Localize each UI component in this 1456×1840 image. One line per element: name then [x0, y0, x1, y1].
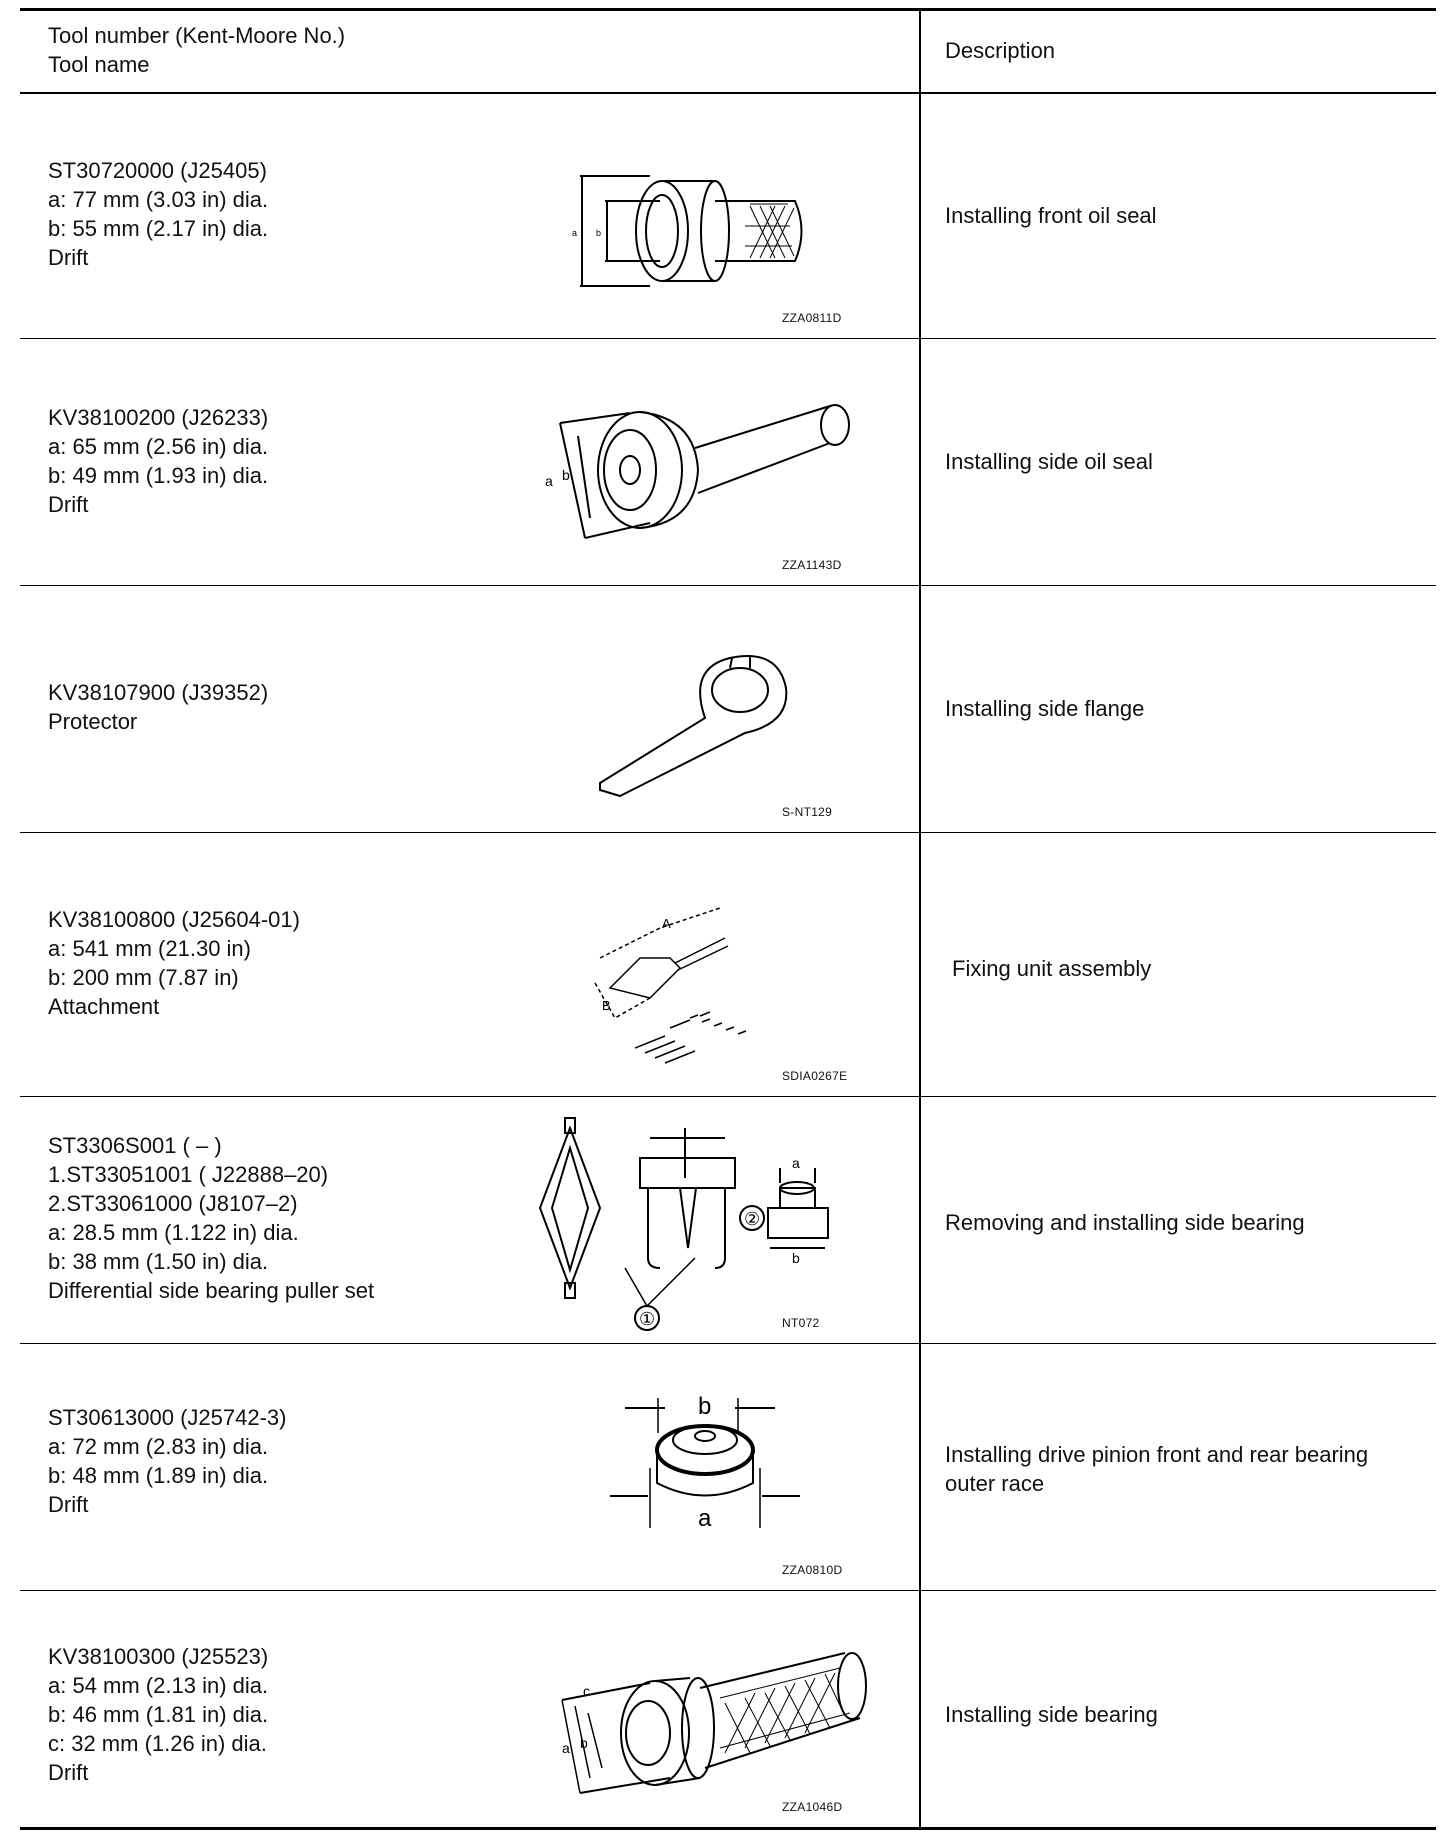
tool-name: Drift [48, 245, 89, 270]
dimension-label-a: a [698, 1505, 712, 1532]
tool-description: Installing drive pinion front and rear bearing outer race [945, 1442, 1369, 1496]
tool-spec: 1.ST33051001 ( J22888–20) [48, 1162, 329, 1187]
tool-spec: a: 54 mm (2.13 in) dia. [48, 1673, 269, 1698]
dimension-label-b: b [562, 467, 570, 483]
puller-set-illustration [520, 1108, 900, 1338]
tool-spec: a: 77 mm (3.03 in) dia. [48, 187, 269, 212]
tool-info [48, 1131, 374, 1305]
header-description: Description [945, 38, 1056, 63]
tool-name: Drift [48, 1492, 89, 1517]
row-divider [20, 1590, 1436, 1591]
tool-name: Drift [48, 1760, 89, 1785]
tool-spec: b: 200 mm (7.87 in) [48, 965, 239, 990]
tool-spec: c: 32 mm (1.26 in) dia. [48, 1731, 267, 1756]
drift-illustration [610, 1378, 850, 1548]
tool-number: KV38100300 (J25523) [48, 1644, 269, 1669]
figure-code: ZZA0810D [782, 1563, 843, 1577]
tool-spec: b: 48 mm (1.89 in) dia. [48, 1463, 269, 1488]
tool-spec: b: 49 mm (1.93 in) dia. [48, 463, 269, 488]
dimension-label-b: b [596, 228, 602, 238]
figure-code: NT072 [782, 1316, 820, 1330]
tool-number: ST30720000 (J25405) [48, 158, 267, 183]
dimension-label-b: b [792, 1250, 800, 1266]
column-divider [919, 8, 921, 1830]
tool-description: Fixing unit assembly [952, 956, 1152, 981]
drift-illustration [530, 388, 870, 558]
figure-code: ZZA1046D [782, 1800, 843, 1814]
tool-info [48, 1642, 268, 1787]
tool-description: Installing side bearing [945, 1702, 1158, 1727]
row-divider [20, 585, 1436, 586]
row-divider [20, 338, 1436, 339]
table-top-rule [20, 8, 1436, 11]
tool-info [48, 403, 268, 519]
figure-code: ZZA0811D [782, 311, 842, 325]
tool-description: Installing side flange [945, 696, 1145, 721]
attachment-illustration [580, 888, 800, 1068]
protector-illustration [580, 638, 860, 798]
row-divider [20, 832, 1436, 833]
tool-spec: a: 72 mm (2.83 in) dia. [48, 1434, 269, 1459]
tool-number: KV38100200 (J26233) [48, 405, 269, 430]
tool-spec: b: 38 mm (1.50 in) dia. [48, 1249, 269, 1274]
callout-2: ② [744, 1209, 761, 1229]
dimension-label-a: a [572, 228, 578, 238]
figure-code: ZZA1143D [782, 558, 842, 572]
tool-number: ST3306S001 ( – ) [48, 1133, 222, 1158]
tool-spec: b: 55 mm (2.17 in) dia. [48, 216, 269, 241]
dimension-label-c: c [583, 1683, 590, 1699]
tool-number: KV38107900 (J39352) [48, 680, 269, 705]
tool-name: Protector [48, 709, 138, 734]
callout-1: ① [639, 1309, 656, 1329]
tool-name: Drift [48, 492, 89, 517]
tool-number: KV38100800 (J25604-01) [48, 907, 300, 932]
tool-spec: 2.ST33061000 (J8107–2) [48, 1191, 298, 1216]
header-bottom-rule [20, 92, 1436, 94]
figure-code: SDIA0267E [782, 1069, 848, 1083]
row-divider [20, 1096, 1436, 1097]
tool-name: Attachment [48, 994, 160, 1019]
special-service-tools-table [20, 8, 1436, 1830]
header-tool-column [48, 21, 345, 79]
dimension-label-a: a [562, 1740, 570, 1756]
header-tool-number: Tool number (Kent-Moore No.) [48, 23, 346, 48]
dimension-label-b: b [698, 1393, 712, 1420]
tool-info [48, 905, 300, 1021]
row-divider [20, 1343, 1436, 1344]
dimension-label-a: a [792, 1155, 800, 1171]
figure-code: S-NT129 [782, 805, 833, 819]
drift-illustration [550, 146, 890, 316]
tool-info [48, 678, 268, 736]
tool-description: Installing side oil seal [945, 449, 1153, 474]
tool-name: Differential side bearing puller set [48, 1278, 375, 1303]
dimension-label-a: a [545, 473, 553, 489]
tool-description: Removing and installing side bearing [945, 1210, 1305, 1235]
dimension-label-b: b [580, 1735, 588, 1751]
tool-spec: a: 28.5 mm (1.122 in) dia. [48, 1220, 299, 1245]
table-bottom-rule [20, 1827, 1436, 1830]
tool-info [48, 1403, 287, 1519]
tool-description: Installing front oil seal [945, 203, 1157, 228]
dimension-label-b: B [602, 998, 611, 1013]
drift-illustration [540, 1628, 890, 1818]
tool-number: ST30613000 (J25742-3) [48, 1405, 287, 1430]
dimension-label-a: A [662, 916, 671, 931]
tool-spec: b: 46 mm (1.81 in) dia. [48, 1702, 269, 1727]
tool-spec: a: 541 mm (21.30 in) [48, 936, 251, 961]
tool-spec: a: 65 mm (2.56 in) dia. [48, 434, 269, 459]
header-tool-name: Tool name [48, 52, 150, 77]
tool-info [48, 156, 268, 272]
